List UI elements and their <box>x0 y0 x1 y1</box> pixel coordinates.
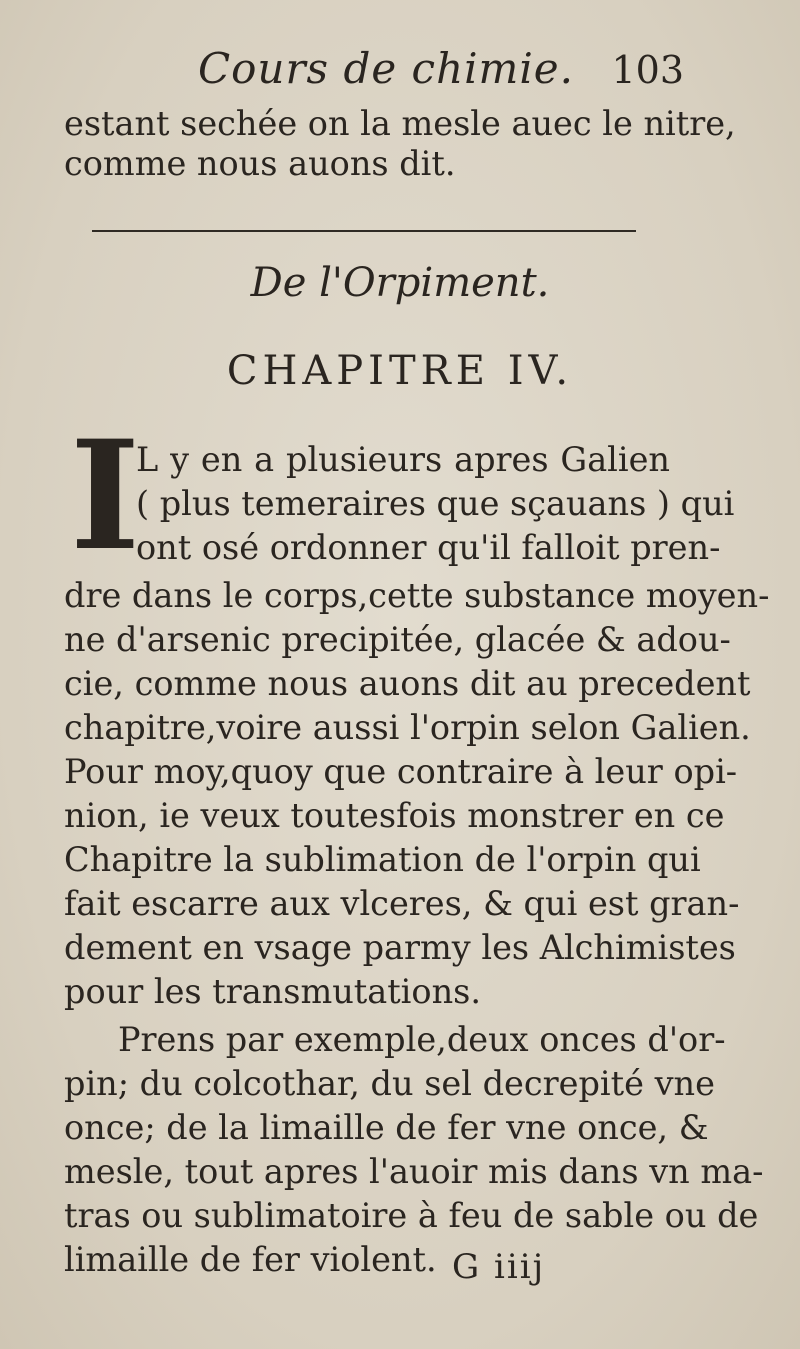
body-line: tras ou sublimatoire à feu de sable ou de <box>64 1196 759 1235</box>
body-line: Pour moy,quoy que contraire à leur opi- <box>64 752 738 791</box>
body-line: pin; du colcothar, du sel decrepité vne <box>64 1064 715 1103</box>
body-line: ont osé ordonner qu'il falloit pren- <box>136 528 721 567</box>
intro-line: estant sechée on la mesle auec le nitre, <box>64 104 736 143</box>
section-divider <box>92 230 636 232</box>
body-line: limaille de fer violent. <box>64 1240 437 1279</box>
body-line: mesle, tout apres l'auoir mis dans vn ma- <box>64 1152 764 1191</box>
body-line: Prens par exemple,deux onces d'or- <box>118 1020 726 1059</box>
page-number: 103 <box>611 48 684 92</box>
running-title: Cours de chimie. <box>198 44 575 93</box>
body-line: chapitre,voire aussi l'orpin selon Galien. <box>64 708 751 747</box>
drop-cap: I <box>70 408 141 584</box>
intro-line: comme nous auons dit. <box>64 144 456 183</box>
body-line: L y en a plusieurs apres Galien <box>136 440 670 479</box>
body-line: Chapitre la sublimation de l'orpin qui <box>64 840 701 879</box>
body-line: once; de la limaille de fer vne once, & <box>64 1108 709 1147</box>
body-line: cie, comme nous auons dit au precedent <box>64 664 751 703</box>
body-line: dre dans le corps,cette substance moyen- <box>64 576 770 615</box>
chapter-heading: CHAPITRE IV. <box>226 348 574 394</box>
body-line: pour les transmutations. <box>64 972 481 1011</box>
page-header <box>64 44 684 102</box>
body-line: ne d'arsenic precipitée, glacée & adou- <box>64 620 731 659</box>
body-line: nion, ie veux toutesfois monstrer en ce <box>64 796 725 835</box>
body-line: ( plus temeraires que sçauans ) qui <box>136 484 735 523</box>
catchword: G iiij <box>452 1247 546 1287</box>
body-line: dement en vsage parmy les Alchimistes <box>64 928 736 967</box>
section-title: De l'Orpiment. <box>250 260 550 306</box>
body-line: fait escarre aux vlceres, & qui est gran- <box>64 884 740 923</box>
